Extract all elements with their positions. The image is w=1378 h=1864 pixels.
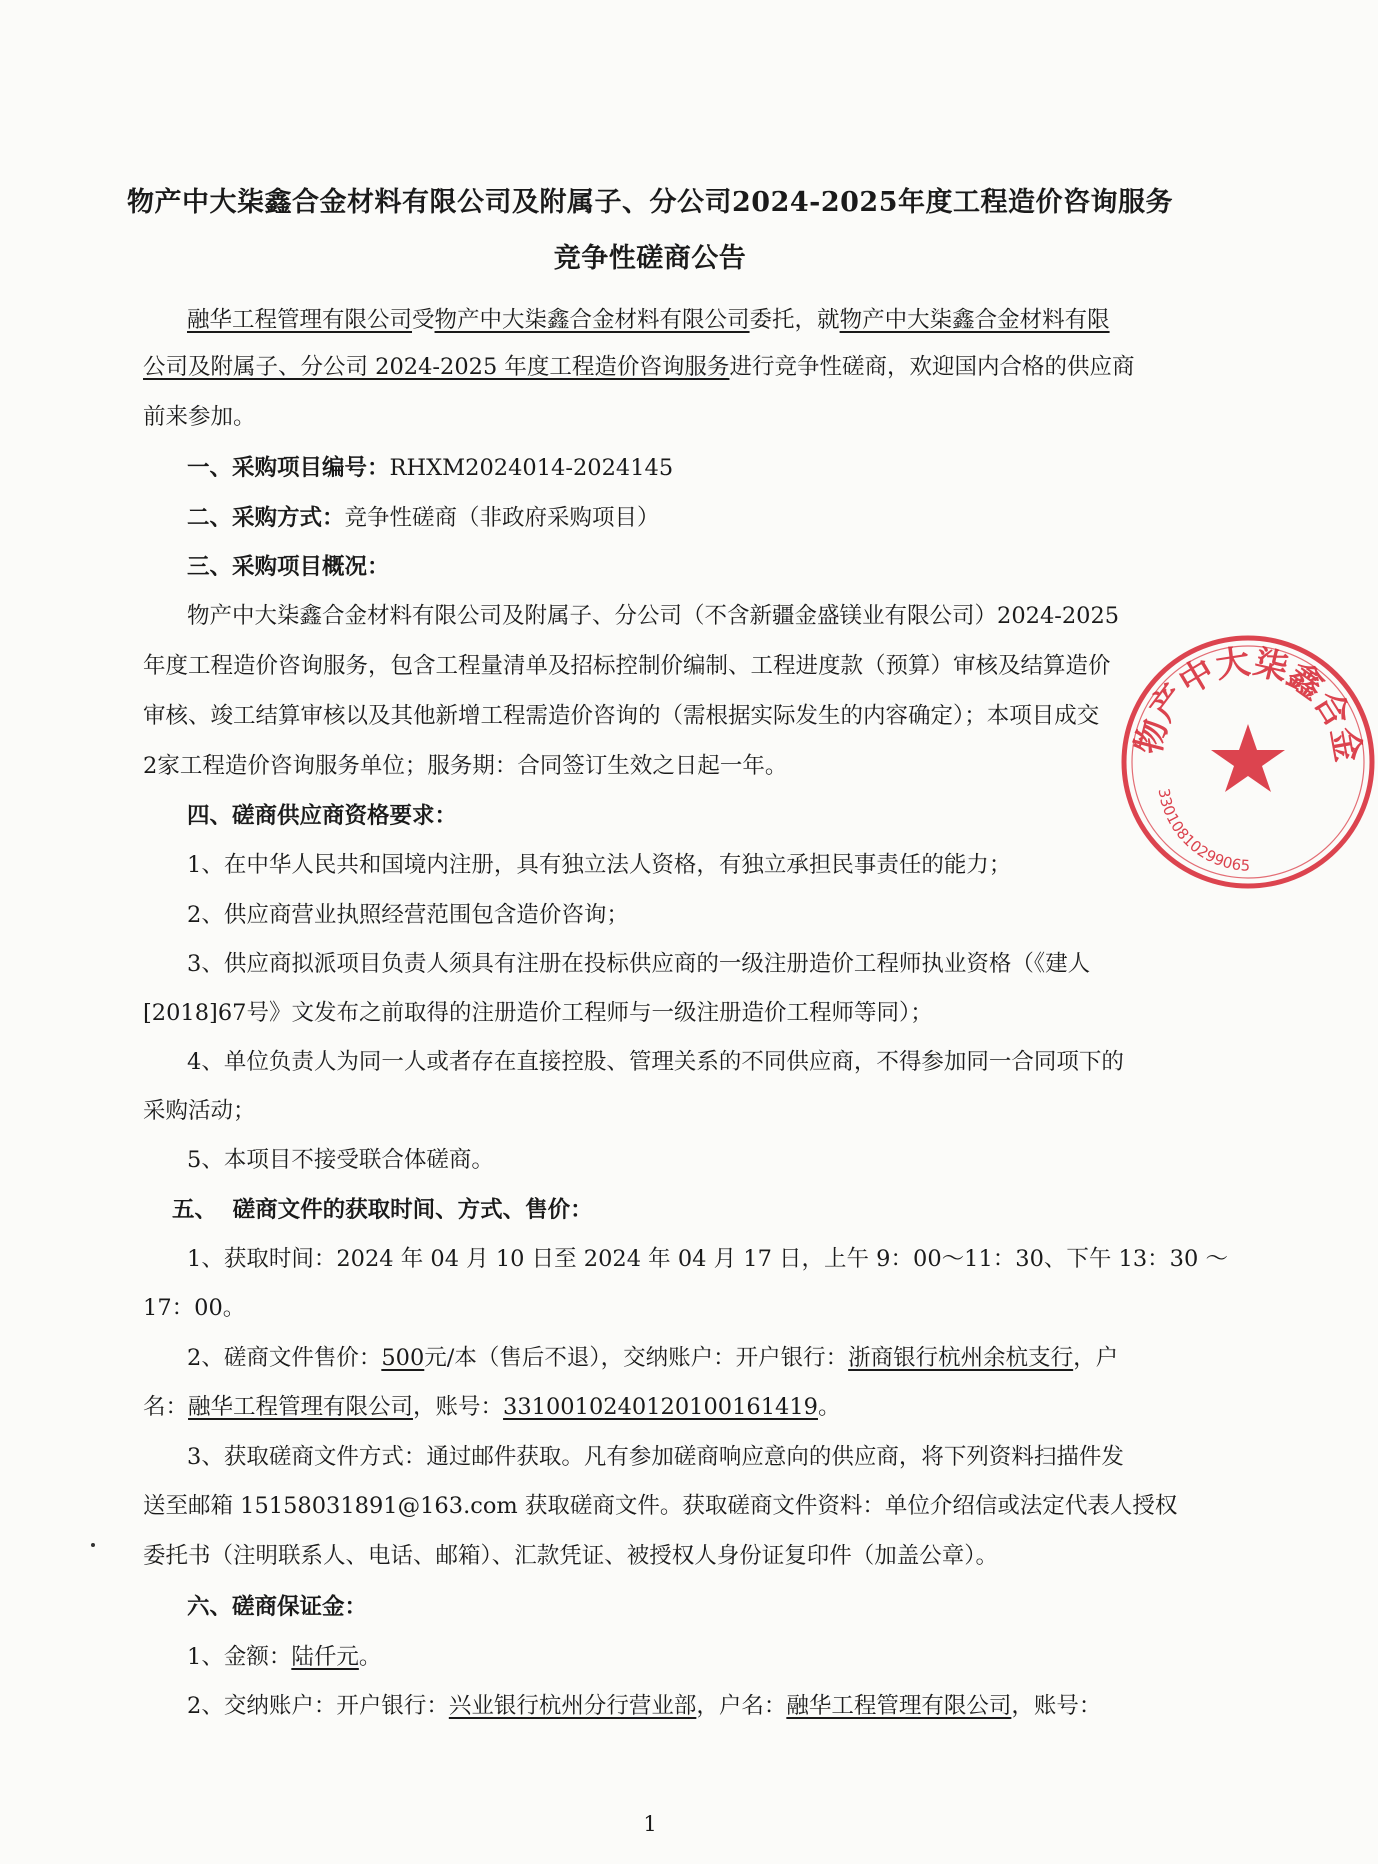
project-name-part2: 公司及附属子、分公司 2024-2025 年度工程造价咨询服务 <box>143 354 730 380</box>
account-number-1: 33100102401201001614​19 <box>503 1394 818 1420</box>
section-5-item-1b: 17：00。 <box>143 1295 246 1321</box>
document-price: 500 <box>381 1345 425 1371</box>
section-4-item-4a: 4、单位负责人为同一人或者存在直接控股、管理关系的不同供应商，不得参加同一合同项下的 <box>187 1049 1124 1075</box>
deposit-amount: 陆仟元 <box>291 1644 359 1670</box>
section-5-item-3b: 送至邮箱 15158031891@163.com 获取磋商文件。获取磋商文件资料：单位介绍信或法定代表人授权 <box>143 1493 1178 1519</box>
section-4-item-2: 2、供应商营业执照经营范围包含造价咨询； <box>187 902 629 928</box>
project-name-part1: 物产中大柒鑫合金材料有限 <box>839 307 1110 333</box>
bank-name-1: 浙商银行杭州余杭支行 <box>848 1345 1074 1371</box>
section-1: 一、采购项目编号：RHXM2024014-2024145 <box>187 455 674 481</box>
section-5-item-3a: 3、获取磋商文件方式：通过邮件获取。凡有参加磋商响应意向的供应商，将下列资料扫描件发 <box>187 1444 1124 1470</box>
page-number: 1 <box>643 1812 657 1836</box>
intro-line-1: 融华工程管理有限公司受物产中大柒鑫合金材料有限公司委托，就物产中大柒鑫合金材料有限 <box>187 307 1110 333</box>
section-6-item-1: 1、金额：陆仟元。 <box>187 1644 382 1670</box>
client-name: 物产中大柒鑫合金材料有限公司 <box>434 307 750 333</box>
section-6-heading: 六、磋商保证金： <box>187 1594 368 1620</box>
title-line-2: 竞争性磋商公告 <box>553 243 747 274</box>
seal-company-text: 物产中大柒鑫合金 <box>1128 641 1369 765</box>
company-seal-stamp <box>1118 632 1378 892</box>
section-4-item-1: 1、在中华人民共和国境内注册，具有独立法人资格，有独立承担民事责任的能力； <box>187 852 1012 878</box>
title-line-1: 物产中大柒鑫合金材料有限公司及附属子、分公司2024-2025年度工程造价咨询服务 <box>127 187 1173 218</box>
section-6-item-2: 2、交纳账户：开户银行：兴业银行杭州分行营业部，户名：融华工程管理有限公司，账号： <box>187 1693 1102 1719</box>
svg-text:33010810299065 <box>1154 787 1250 875</box>
section-5-item-1a: 1、获取时间：2024 年 04 月 10 日至 2024 年 04 月 17 日，上午 9：00～11：30、下午 13：30 ～ <box>187 1246 1228 1272</box>
section-4-item-3a: 3、供应商拟派项目负责人须具有注册在投标供应商的一级注册造价工程师执业资格（《建人 <box>187 951 1091 977</box>
section-5-heading: 五、 磋商文件的获取时间、方式、售价： <box>172 1197 593 1223</box>
bank-name-2: 兴业银行杭州分行营业部 <box>448 1693 697 1719</box>
section-3-line-2: 年度工程造价咨询服务，包含工程量清单及招标控制价编制、工程进度款（预算）审核及结算造价 <box>143 653 1111 679</box>
seal-star-icon <box>1211 724 1285 792</box>
intro-line-2: 公司及附属子、分公司 2024-2025 年度工程造价咨询服务进行竞争性磋商，欢迎国内合格的供应商 <box>143 354 1135 380</box>
section-4-item-5: 5、本项目不接受联合体磋商。 <box>187 1147 494 1173</box>
section-5-item-3c: 委托书（注明联系人、电话、邮箱）、汇款凭证、被授权人身份证复印件（加盖公章）。 <box>143 1543 999 1569</box>
scan-speck <box>91 1543 95 1547</box>
seal-number-text: 33010810299065 <box>1154 787 1251 875</box>
section-5-item-2a: 2、磋商文件售价：500元/本（售后不退），交纳账户：开户银行：浙商银行杭州余杭支行，户 <box>187 1345 1119 1371</box>
account-name-2: 融华工程管理有限公司 <box>786 1693 1012 1719</box>
section-5-item-2b: 名：融华工程管理有限公司，账号：33100102401201001614​19。 <box>143 1394 841 1420</box>
section-3-line-1: 物产中大柒鑫合金材料有限公司及附属子、分公司（不含新疆金盛镁业有限公司）2024-2025 <box>187 603 1120 629</box>
project-code: RHXM2024014-2024145 <box>389 455 674 481</box>
section-4-heading: 四、磋商供应商资格要求： <box>187 803 458 829</box>
intro-line-3: 前来参加。 <box>143 404 256 430</box>
section-3-line-3: 审核、竣工结算审核以及其他新增工程需造价咨询的（需根据实际发生的内容确定）；本项目成交 <box>143 703 1100 729</box>
agent-name: 融华工程管理有限公司 <box>187 307 413 333</box>
section-4-item-3b: [2018]67号》文发布之前取得的注册造价工程师与一级注册造价工程师等同）； <box>143 1000 933 1026</box>
section-4-item-4b: 采购活动； <box>143 1098 256 1124</box>
section-3-line-4: 2家工程造价咨询服务单位；服务期：合同签订生效之日起一年。 <box>143 753 788 779</box>
section-3-heading: 三、采购项目概况： <box>187 554 390 580</box>
section-2: 二、采购方式：竞争性磋商（非政府采购项目） <box>187 505 660 531</box>
account-name-1: 融华工程管理有限公司 <box>188 1394 414 1420</box>
